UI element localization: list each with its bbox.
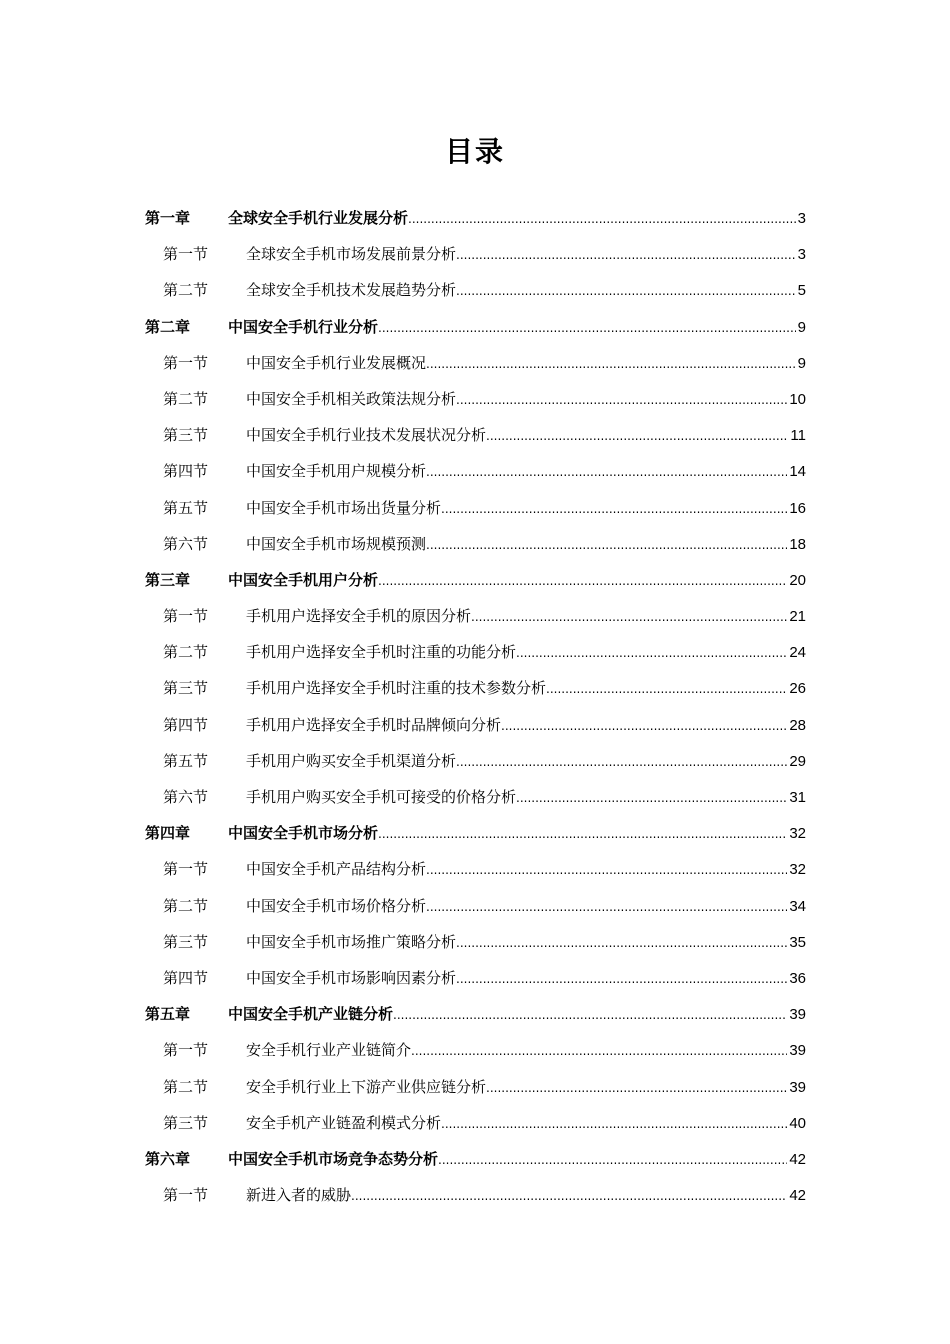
toc-entry-number: 第四节 (163, 715, 209, 734)
toc-page-number: 9 (797, 354, 806, 372)
toc-section-entry[interactable] (145, 453, 806, 489)
toc-entry-label: 中国安全手机市场推广策略分析 (246, 932, 457, 951)
toc-dot-leader (441, 1105, 787, 1142)
toc-entry-label: 全球安全手机市场发展前景分析 (246, 245, 457, 264)
toc-dot-leader (411, 1032, 787, 1069)
toc-page-number: 20 (789, 571, 806, 589)
toc-entry-label: 中国安全手机行业技术发展状况分析 (246, 426, 487, 445)
toc-page-number: 36 (789, 969, 806, 987)
toc-page-number: 34 (789, 897, 806, 915)
toc-page-number: 16 (789, 499, 806, 517)
toc-section-entry[interactable] (145, 779, 806, 815)
toc-section-entry[interactable] (145, 1032, 806, 1068)
toc-entry-label: 中国安全手机用户规模分析 (246, 462, 427, 481)
toc-entry-number: 第三节 (163, 426, 209, 445)
toc-entry-label: 手机用户选择安全手机的原因分析 (246, 607, 472, 626)
toc-chapter-entry[interactable] (145, 1141, 806, 1177)
toc-entry-label: 手机用户选择安全手机时品牌倾向分析 (246, 715, 502, 734)
toc-entry-number: 第二节 (163, 281, 209, 300)
toc-dot-leader (426, 851, 787, 888)
toc-section-entry[interactable] (145, 345, 806, 381)
toc-dot-leader (456, 960, 787, 997)
toc-entry-number: 第五节 (163, 751, 209, 770)
toc-entry-number: 第一节 (163, 1186, 209, 1205)
toc-chapter-entry[interactable] (145, 996, 806, 1032)
toc-entry-number: 第六章 (145, 1149, 191, 1168)
toc-section-entry[interactable] (145, 851, 806, 887)
toc-page-number: 39 (789, 1078, 806, 1096)
toc-section-entry[interactable] (145, 960, 806, 996)
toc-dot-leader (393, 996, 787, 1033)
toc-entry-number: 第一节 (163, 1041, 209, 1060)
toc-page-number: 3 (797, 210, 806, 227)
toc-dot-leader (456, 381, 787, 418)
toc-entry-label: 中国安全手机市场分析 (228, 824, 379, 843)
toc-entry-label: 中国安全手机市场影响因素分析 (246, 968, 457, 987)
toc-page-number: 3 (797, 246, 806, 264)
toc-section-entry[interactable] (145, 236, 806, 272)
toc-page-number: 32 (789, 825, 806, 843)
toc-dot-leader (456, 743, 787, 780)
toc-entry-label: 中国安全手机用户分析 (228, 570, 379, 589)
toc-entry-number: 第二节 (163, 1077, 209, 1096)
toc-entry-number: 第四节 (163, 968, 209, 987)
toc-dot-leader (378, 309, 796, 346)
toc-entry-number: 第四章 (145, 824, 191, 843)
toc-dot-leader (456, 236, 796, 273)
toc-entry-number: 第二章 (145, 317, 191, 336)
toc-entry-label: 中国安全手机市场价格分析 (246, 896, 427, 915)
toc-dot-leader (486, 417, 788, 454)
toc-page-number: 26 (789, 680, 806, 698)
toc-dot-leader (426, 453, 787, 490)
toc-entry-label: 中国安全手机市场出货量分析 (246, 498, 442, 517)
toc-page-number: 5 (797, 282, 806, 300)
toc-entry-number: 第一节 (163, 860, 209, 879)
toc-section-entry[interactable] (145, 1177, 806, 1213)
toc-entry-number: 第一节 (163, 607, 209, 626)
toc-page-number: 39 (789, 1006, 806, 1024)
toc-dot-leader (501, 707, 787, 744)
toc-entry-number: 第二节 (163, 896, 209, 915)
toc-entry-label: 中国安全手机行业发展概况 (246, 353, 427, 372)
toc-section-entry[interactable] (145, 526, 806, 562)
toc-entry-number: 第一节 (163, 245, 209, 264)
toc-entry-label: 安全手机行业产业链简介 (246, 1041, 412, 1060)
toc-section-entry[interactable] (145, 670, 806, 706)
toc-section-entry[interactable] (145, 598, 806, 634)
toc-entry-label: 安全手机产业链盈利模式分析 (246, 1113, 442, 1132)
toc-entry-label: 全球安全手机技术发展趋势分析 (246, 281, 457, 300)
toc-section-entry[interactable] (145, 272, 806, 308)
toc-dot-leader (456, 924, 787, 961)
toc-page-number: 9 (797, 318, 806, 336)
toc-entry-number: 第五节 (163, 498, 209, 517)
toc-page-number: 24 (789, 644, 806, 662)
toc-entry-number: 第六节 (163, 788, 209, 806)
toc-title: 目录 (444, 135, 505, 168)
toc-dot-leader (546, 670, 787, 707)
toc-dot-leader (351, 1177, 787, 1214)
toc-page-number: 35 (789, 933, 806, 951)
toc-entry-number: 第三章 (145, 570, 191, 589)
toc-entry-number: 第一节 (163, 353, 209, 372)
toc-entry-number: 第五章 (145, 1005, 191, 1024)
toc-entry-label: 中国安全手机产业链分析 (228, 1005, 394, 1024)
toc-page-number: 21 (789, 608, 806, 626)
toc-section-entry[interactable] (145, 634, 806, 670)
toc-page-number: 11 (790, 427, 806, 445)
toc-page-number: 31 (789, 789, 806, 806)
toc-entry-label: 中国安全手机相关政策法规分析 (246, 389, 457, 408)
toc-entry-label: 手机用户选择安全手机时注重的技术参数分析 (246, 679, 547, 698)
toc-dot-leader (426, 345, 796, 382)
toc-page-number: 39 (789, 1042, 806, 1060)
toc-page-number: 42 (789, 1187, 806, 1205)
toc-dot-leader (456, 272, 796, 309)
toc-entry-number: 第一章 (145, 209, 191, 227)
toc-entry-label: 中国安全手机行业分析 (228, 317, 379, 336)
toc-chapter-entry[interactable] (145, 309, 806, 345)
toc-entry-number: 第三节 (163, 932, 209, 951)
toc-dot-leader (486, 1069, 787, 1106)
toc-section-entry[interactable] (145, 888, 806, 924)
toc-page-number: 32 (789, 861, 806, 879)
toc-page-number: 10 (789, 390, 806, 408)
toc-section-entry[interactable] (145, 1105, 806, 1141)
toc-page-number: 40 (789, 1114, 806, 1132)
toc-dot-leader (441, 490, 787, 527)
toc-dot-leader (378, 562, 787, 599)
toc-entry-label: 中国安全手机市场规模预测 (246, 534, 427, 553)
toc-entry-label: 安全手机行业上下游产业供应链分析 (246, 1077, 487, 1096)
toc-entry-number: 第二节 (163, 643, 209, 662)
toc-section-entry[interactable] (145, 1069, 806, 1105)
toc-entry-label: 中国安全手机市场竞争态势分析 (228, 1149, 439, 1168)
toc-page-number: 18 (789, 535, 806, 553)
toc-dot-leader (408, 200, 796, 237)
toc-section-entry[interactable] (145, 381, 806, 417)
toc-page-number: 28 (789, 716, 806, 734)
toc-chapter-entry[interactable] (145, 200, 806, 236)
toc-entry-label: 中国安全手机产品结构分析 (246, 860, 427, 879)
toc-dot-leader (378, 815, 787, 852)
toc-entry-number: 第六节 (163, 534, 209, 553)
toc-page-number: 14 (789, 463, 806, 481)
toc-section-entry[interactable] (145, 924, 806, 960)
toc-chapter-entry[interactable] (145, 815, 806, 851)
toc-section-entry[interactable] (145, 743, 806, 779)
toc-entry-label: 全球安全手机行业发展分析 (228, 209, 409, 227)
toc-dot-leader (471, 598, 787, 635)
toc-entry-number: 第三节 (163, 1113, 209, 1132)
toc-section-entry[interactable] (145, 490, 806, 526)
toc-dot-leader (438, 1141, 787, 1178)
toc-entry-label: 手机用户选择安全手机时注重的功能分析 (246, 643, 517, 662)
toc-entry-label: 新进入者的威胁 (246, 1186, 352, 1205)
toc-dot-leader (516, 634, 787, 671)
table-of-contents (145, 200, 806, 1213)
toc-dot-leader (426, 526, 787, 563)
toc-entry-label: 手机用户购买安全手机渠道分析 (246, 751, 457, 770)
toc-entry-number: 第四节 (163, 462, 209, 481)
toc-entry-number: 第二节 (163, 389, 209, 408)
toc-section-entry[interactable] (145, 707, 806, 743)
toc-dot-leader (426, 888, 787, 925)
toc-page-number: 42 (789, 1150, 806, 1168)
toc-entry-label: 手机用户购买安全手机可接受的价格分析 (246, 788, 517, 806)
toc-entry-number: 第三节 (163, 679, 209, 698)
toc-chapter-entry[interactable] (145, 562, 806, 598)
toc-page-number: 29 (789, 752, 806, 770)
toc-section-entry[interactable] (145, 417, 806, 453)
toc-dot-leader (516, 779, 787, 816)
